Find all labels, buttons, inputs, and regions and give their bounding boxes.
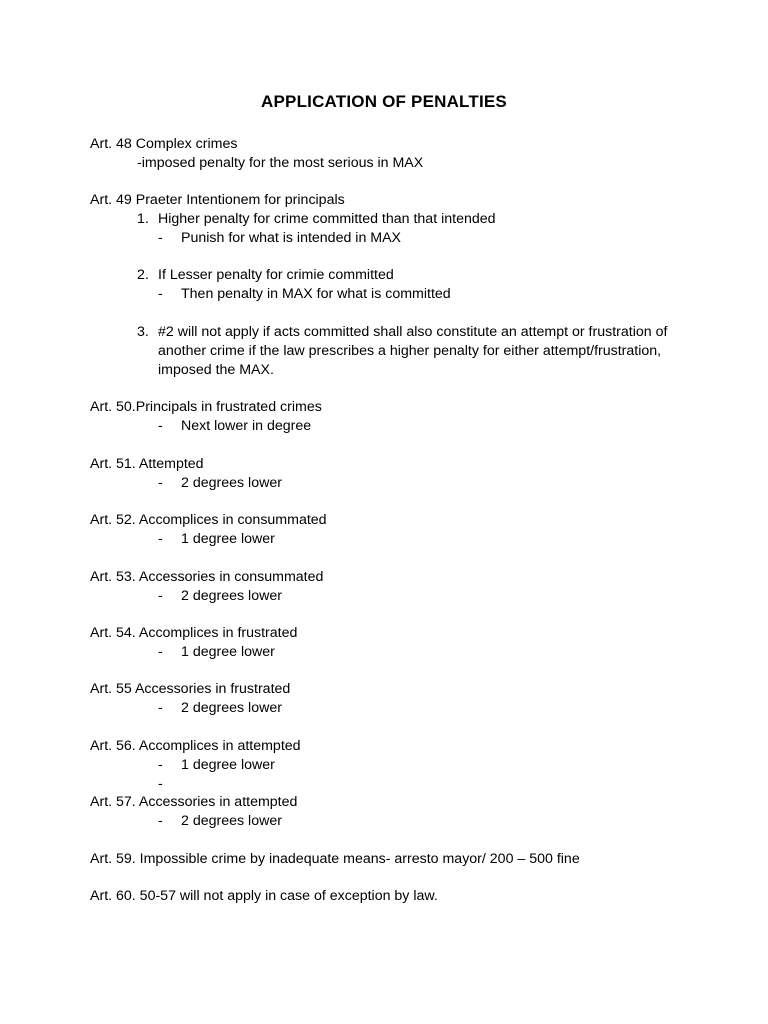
document-title: APPLICATION OF PENALTIES: [261, 92, 507, 111]
art56-bullet: -: [158, 757, 163, 773]
art49-item2-sub: Then penalty in MAX for what is committed: [181, 286, 451, 302]
art49-item2-bullet: -: [158, 286, 163, 302]
art52-sub: 1 degree lower: [181, 531, 275, 547]
art49-item3-line1: #2 will not apply if acts committed shall also constitute an attempt or frustration of: [158, 324, 668, 340]
art55-bullet: -: [158, 700, 163, 716]
art51-heading: Art. 51. Attempted: [90, 456, 204, 472]
art53-sub: 2 degrees lower: [181, 588, 282, 604]
art60-line: Art. 60. 50-57 will not apply in case of exception by law.: [90, 888, 438, 904]
art52-bullet: -: [158, 531, 163, 547]
art52-heading: Art. 52. Accomplices in consummated: [90, 512, 327, 528]
art54-heading: Art. 54. Accomplices in frustrated: [90, 625, 298, 641]
art48-heading: Art. 48 Complex crimes: [90, 136, 238, 152]
art49-item3-line3: imposed the MAX.: [158, 362, 274, 378]
art55-heading: Art. 55 Accessories in frustrated: [90, 681, 291, 697]
art49-heading: Art. 49 Praeter Intentionem for principals: [90, 192, 345, 208]
art54-bullet: -: [158, 644, 163, 660]
art49-item3-line2: another crime if the law prescribes a higher penalty for either attempt/frustration,: [158, 343, 662, 359]
art54-sub: 1 degree lower: [181, 644, 275, 660]
art48-note: -imposed penalty for the most serious in MAX: [137, 155, 424, 171]
art53-heading: Art. 53. Accessories in consummated: [90, 569, 324, 585]
art56-heading: Art. 56. Accomplices in attempted: [90, 738, 301, 754]
art51-sub: 2 degrees lower: [181, 475, 282, 491]
art49-item1-bullet: -: [158, 230, 163, 246]
art51-bullet: -: [158, 475, 163, 491]
art50-heading: Art. 50.Principals in frustrated crimes: [90, 399, 322, 415]
art57-sub: 2 degrees lower: [181, 813, 282, 829]
art56-sub: 1 degree lower: [181, 757, 275, 773]
art57-heading: Art. 57. Accessories in attempted: [90, 794, 298, 810]
art49-item2-number: 2.: [137, 267, 149, 283]
art50-sub: Next lower in degree: [181, 418, 312, 434]
art49-item3-number: 3.: [137, 324, 149, 340]
art49-item1-text: Higher penalty for crime committed than that intended: [158, 211, 496, 227]
art49-item1-number: 1.: [137, 211, 149, 227]
art57-bullet: -: [158, 813, 163, 829]
art49-item1-sub: Punish for what is intended in MAX: [181, 230, 402, 246]
art59-line: Art. 59. Impossible crime by inadequate means- arresto mayor/ 200 – 500 fine: [90, 851, 580, 867]
art53-bullet: -: [158, 588, 163, 604]
art49-item2-text: If Lesser penalty for crimie committed: [158, 267, 394, 283]
art55-sub: 2 degrees lower: [181, 700, 282, 716]
art56-extra-bullet: -: [158, 776, 163, 792]
art50-bullet: -: [158, 418, 163, 434]
